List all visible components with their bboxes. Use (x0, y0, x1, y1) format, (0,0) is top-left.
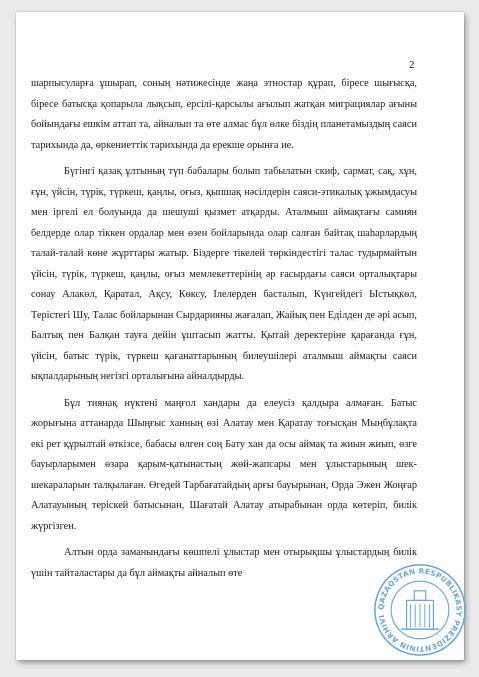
stamp-ring-text: QAZAQSTAN RESPUBLIKASY PREZIDENTINІN ARHIVI (376, 566, 464, 654)
document-body (31, 74, 417, 589)
archive-seal-icon (372, 562, 468, 658)
paragraph-1: шарпысуларға ұшырап, соның нәтижесінде жаңа этностар құрап, біресе шығысқа, біресе батысқа қопарыла лықсып, ерсілі-қарсылы ағылып жатқан миграциялар ағыны бойындағы ешкім аттап та, айналып та өте алмас бұл өлке біздің планетамыздың саяси тарихында да, өркениеттік тарихында да ерекше орынға ие. (31, 78, 417, 151)
paragraph-3: Бұл тиянақ нүктені маңғол хандары да елеусіз қалдыра алмаған. Батыс жорығына аттанарда Шыңғыс ханның өзі Алатау мен Қаратау тоғысқан Мыңбұлақта екі рет құрылтай өткізсе, бабасы өлген соң Бату хан да осы аймақ та жиын жиып, өзге бауырларымен өзара қарым-қатынастың жөй-жапсары мен ұлыстарының шек-шекараларын талқылаған. Өгедей Тарбағатайдың арғы бауырынан, Орда Эжен Жоңғар Алатауының терiскей батысынан, Шағатай Алатау атырабынан орда көтеріп, билік жүргізген. (31, 397, 417, 532)
archive-stamp (372, 562, 468, 658)
paragraph-4: Алтын орда заманындағы көшпелі ұлыстар мен отырықшы ұлыстардың билік үшін тайталастары да бұл аймақты айналып өте (31, 547, 417, 579)
paragraph-2: Бүгінгі қазақ ұлтының түп бабалары болып табылатын скиф, сармат, сақ, хұн, ғұн, үйсін, түрік, түркеш, қаңлы, оғыз, қыпшақ нәсілдерін саяси-этикалық ұжымдасуы мен іргелі ел болуында да шешуші қызмет атқарды. Аталмыш аймақтағы самиян белдерде олар тіккен ордалар мен өзен бойларында олар салған байтақ шаһарлардың талай-талай көне жұрттары жатыр. Біздерге тікелей төркіндестігі талас тудырмайтын үйсін, түрік, түркеш, қаңлы, оғыз мемлекеттерінің әр ғасырдағы саяси орталықтары сонау Алакөл, Қаратал, Ақсу, Көксу, Ілелерден басталып, Күнгейдегі Ыстықкөл, Терістегі Шу, Талас бойларынан Сырдарияны жағалап, Жайық пен Еділден де әрі асып, Балтық пен Балқан тауға дейін ұштасып жатты. Қытай деректеріне қарағанда ғұн, үйсін, батыс түрік, түркеш қағанаттарының билеушілері аталмыш аймақты саяси ықпалдарының негізгі орталығына айналдырды. (31, 166, 417, 382)
page-number: 2 (409, 59, 415, 71)
